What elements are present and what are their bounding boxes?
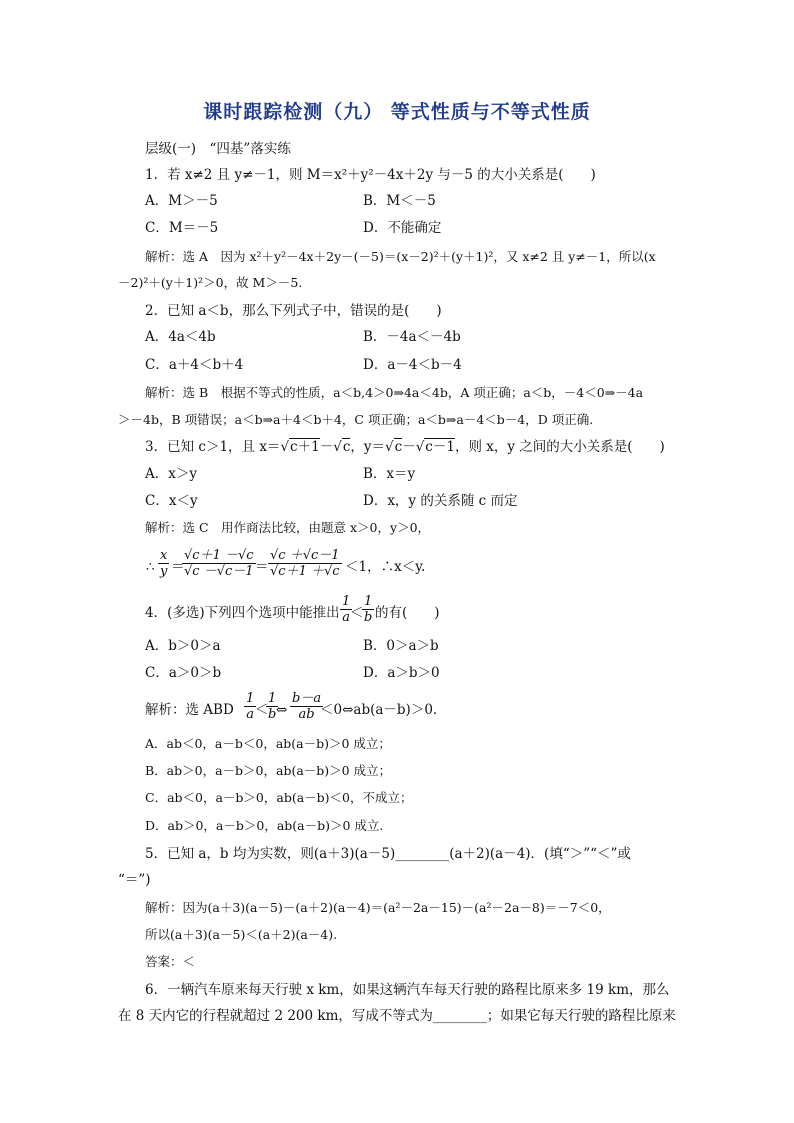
q4-solution-case-a: A．ab＜0，a－b＜0，ab(a－b)＞0 成立； [145, 736, 391, 751]
q3-solution-tail: ＜1，∴x＜y. [345, 559, 426, 575]
q4-sol-frac1-den: a [246, 707, 255, 722]
q3-sqrt-c-2: c [394, 439, 403, 455]
q3-eq-2: ＝ [255, 559, 269, 575]
q3-fraction-x-over-y [158, 548, 169, 579]
q6-stem-line2: 在 8 天内它的行程就超过 2 200 km，写成不等式为________；如果它每天行驶的路程比原来 [118, 1008, 676, 1024]
q3-frac1-num: x [158, 548, 169, 564]
q3-frac1-den: y [160, 564, 168, 579]
q3-fraction-3 [268, 548, 342, 579]
q1-option-a: A．M＞－5 [145, 193, 218, 209]
q4-sol-frac2-num: 1 [266, 691, 278, 707]
q3-option-d: D．x，y 的关系随 c 而定 [363, 493, 518, 509]
q3-option-c: C．x＜y [145, 493, 198, 509]
q4-option-d: D．a＞b＞0 [363, 665, 440, 681]
q4-sol-less-than: ＜ [255, 702, 269, 718]
q4-solution-prefix: 解析：选 ABD [145, 702, 234, 718]
q4-option-a: A．b＞0＞a [145, 638, 221, 654]
q4-solution-case-c: C．ab＜0，a－b＞0，ab(a－b)＜0，不成立； [145, 790, 413, 805]
q2-option-d: D．a－4＜b－4 [363, 357, 462, 373]
q4-frac1-num: 1 [342, 594, 351, 609]
q5-answer: 答案：＜ [145, 954, 196, 969]
q4-sol-fraction-3 [290, 691, 323, 722]
q1-option-c: C．M＝－5 [145, 220, 219, 236]
q4-frac1-den: a [342, 610, 351, 625]
q3-frac2-num: √c＋1 －√c [184, 548, 254, 563]
q3-frac2-den: √c －√c－1 [184, 564, 254, 579]
q3-stem-suffix: ，则 x，y 之间的大小关系是( ) [454, 439, 665, 455]
page-title: 课时跟踪检测（九） 等式性质与不等式性质 [203, 101, 591, 123]
q3-eq-1: ＝ [171, 559, 185, 575]
q2-option-b: B．－4a＜－4b [363, 329, 461, 345]
q4-less-than: ＜ [350, 605, 364, 621]
q2-option-a: A．4a＜4b [145, 329, 216, 345]
q3-sqrt-c-minus-1: c－1 [425, 439, 455, 455]
q4-option-b: B．0＞a＞b [363, 638, 439, 654]
q5-solution-line1: 解析：因为(a＋3)(a－5)－(a＋2)(a－4)＝(a²－2a－15)－(a²－2a－8)＝－7＜0， [145, 900, 611, 915]
q4-sol-iff: ⇔ [276, 702, 288, 718]
q2-stem: 2．已知 a＜b，那么下列式子中，错误的是( ) [145, 303, 442, 319]
section-heading: 层级(一) “四基”落实练 [145, 141, 291, 157]
q1-solution-line1: 解析：选 A 因为 x²＋y²－4x＋2y－(－5)＝(x－2)²＋(y＋1)²，又 x≠2 且 y≠－1，所以(x [145, 249, 656, 264]
q1-option-b: B．M＜－5 [363, 193, 436, 209]
q4-sol-frac3-num: b－a [292, 691, 322, 706]
q3-stem: 3．已知 c＞1，且 x＝√c＋1－√c，y＝√c－√c－1，则 x，y 之间的大小关系是( ) [145, 439, 665, 455]
q4-fraction-1-over-b [362, 594, 374, 625]
q3-sqrt-c-plus-1: c＋1 [290, 439, 320, 455]
q4-solution-case-b: B．ab＞0，a－b＞0，ab(a－b)＞0 成立； [145, 763, 392, 778]
q6-stem-line1: 6．一辆汽车原来每天行驶 x km，如果这辆汽车每天行驶的路程比原来多 19 km，那么 [145, 982, 670, 998]
q2-solution-line1: 解析：选 B 根据不等式的性质，a＜b,4＞0⇒4a＜4b，A 项正确；a＜b，－4＜0⇒－4a [145, 385, 644, 400]
q4-sol-frac1-num: 1 [246, 691, 255, 706]
q5-solution-line2: 所以(a＋3)(a－5)＜(a＋2)(a－4). [145, 927, 338, 942]
q3-option-a: A．x＞y [145, 466, 197, 482]
q2-solution-line2: ＞－4b，B 项错误；a＜b⇒a＋4＜b＋4，C 项正确；a＜b⇒a－4＜b－4，D 项正确. [118, 412, 594, 427]
q4-sol-frac3-den: ab [298, 707, 315, 722]
q3-minus-1: － [319, 439, 334, 455]
q1-solution-line2: －2)²＋(y＋1)²＞0，故 M＞－5. [118, 275, 303, 290]
q1-stem: 1．若 x≠2 且 y≠－1，则 M＝x²＋y²－4x＋2y 与－5 的大小关系是( ) [145, 167, 596, 183]
q4-stem-suffix: 的有( ) [375, 605, 440, 621]
q4-stem-prefix: 4．(多选)下列四个选项中能推出 [145, 605, 340, 621]
q3-minus-2: － [402, 439, 416, 455]
q4-solution-tail: ＜0⇔ab(a－b)＞0. [320, 702, 438, 718]
q3-sqrt-c-1: c [342, 439, 351, 455]
q2-option-c: C．a＋4＜b＋4 [145, 357, 244, 373]
q3-stem-prefix: 3．已知 c＞1，且 x＝ [145, 439, 281, 455]
q3-solution-line1: 解析：选 C 用作商法比较，由题意 x＞0，y＞0， [145, 520, 431, 535]
q5-stem-line2: “＝”) [118, 872, 151, 888]
q5-stem-line1: 5．已知 a，b 均为实数，则(a＋3)(a－5)________(a＋2)(a－4)．(填“＞”“＜”或 [145, 846, 631, 862]
q1-option-d: D．不能确定 [363, 220, 442, 236]
q4-frac2-num: 1 [362, 594, 374, 610]
q3-frac3-den: √c＋1 ＋√c [270, 564, 340, 579]
q3-fraction-2 [182, 548, 256, 579]
q3-y-equals: ，y＝ [350, 439, 386, 455]
q4-option-c: C．a＞0＞b [145, 665, 222, 681]
q4-sol-frac2-den: b [268, 707, 277, 722]
q4-solution-case-d: D．ab＞0，a－b＞0，ab(a－b)＞0 成立. [145, 818, 384, 833]
q4-frac2-den: b [364, 610, 373, 625]
q3-frac3-num: √c ＋√c－1 [270, 548, 340, 563]
q3-therefore: ∴ [146, 559, 155, 575]
q3-option-b: B．x＝y [363, 466, 416, 482]
